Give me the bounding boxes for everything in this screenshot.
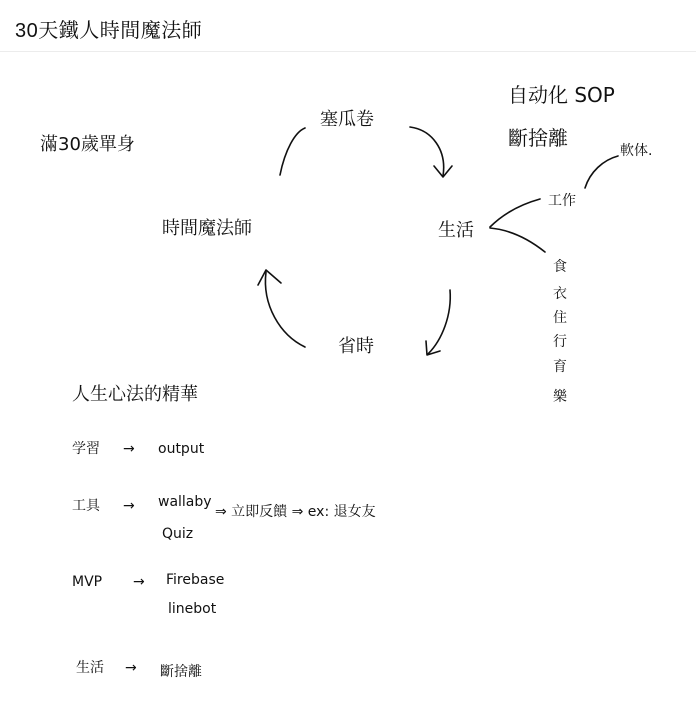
life-item-clothing: 衣 <box>553 286 567 302</box>
note-automation-sop: 自动化 SOP <box>508 83 615 107</box>
list-item-label: 工具 <box>72 498 100 514</box>
list-item-label: 生活 <box>76 660 104 676</box>
life-item-education: 育 <box>553 359 567 375</box>
life-item-housing: 住 <box>553 310 567 326</box>
branch-label-software: 軟体. <box>620 143 653 159</box>
list-item-value: output <box>158 441 205 457</box>
cycle-arrow-bottom-left <box>265 272 305 347</box>
list-heading: 人生心法的精華 <box>72 384 198 405</box>
handwritten-note-canvas <box>0 52 696 721</box>
list-item-value: 斷捨離 <box>160 664 202 680</box>
cycle-label-top: 塞瓜卷 <box>320 109 374 130</box>
cycle-arrow-bottom-right <box>428 290 450 354</box>
branch-label-work: 工作 <box>548 193 576 209</box>
cycle-arrow-top-left <box>280 128 305 175</box>
life-item-entertainment: 樂 <box>553 389 567 405</box>
list-item-extra: ⇒ 立即反饋 ⇒ ex: 退女友 <box>215 504 376 520</box>
branch-line-life-items <box>490 228 545 252</box>
list-item-arrow: → <box>133 574 145 590</box>
list-item-label: 学習 <box>72 441 100 457</box>
cycle-label-life: 生活 <box>438 220 474 241</box>
arrowhead-bottom-left <box>258 270 281 285</box>
cycle-arrow-top-right <box>410 127 444 176</box>
list-item-label: MVP <box>72 574 103 590</box>
list-item-value: Firebase <box>166 572 225 588</box>
life-item-food: 食 <box>553 259 567 275</box>
life-item-transport: 行 <box>553 334 567 350</box>
list-item-arrow: → <box>125 660 137 676</box>
cycle-label-time-wizard: 時間魔法師 <box>162 218 252 239</box>
list-item-sub: linebot <box>168 601 217 617</box>
list-item-value: wallaby <box>158 494 212 510</box>
list-item-arrow: → <box>123 498 135 514</box>
note-declutter-top: 斷捨離 <box>508 126 568 150</box>
list-item-arrow: → <box>123 441 135 457</box>
cycle-label-save-time: 省時 <box>338 336 374 357</box>
page-title: 30天鐵人時間魔法師 <box>15 20 203 42</box>
branch-line-software <box>585 156 618 188</box>
list-item-sub: Quiz <box>162 526 194 542</box>
branch-line-work <box>490 199 540 227</box>
note-over-30-single: 滿30歲單身 <box>40 134 135 155</box>
